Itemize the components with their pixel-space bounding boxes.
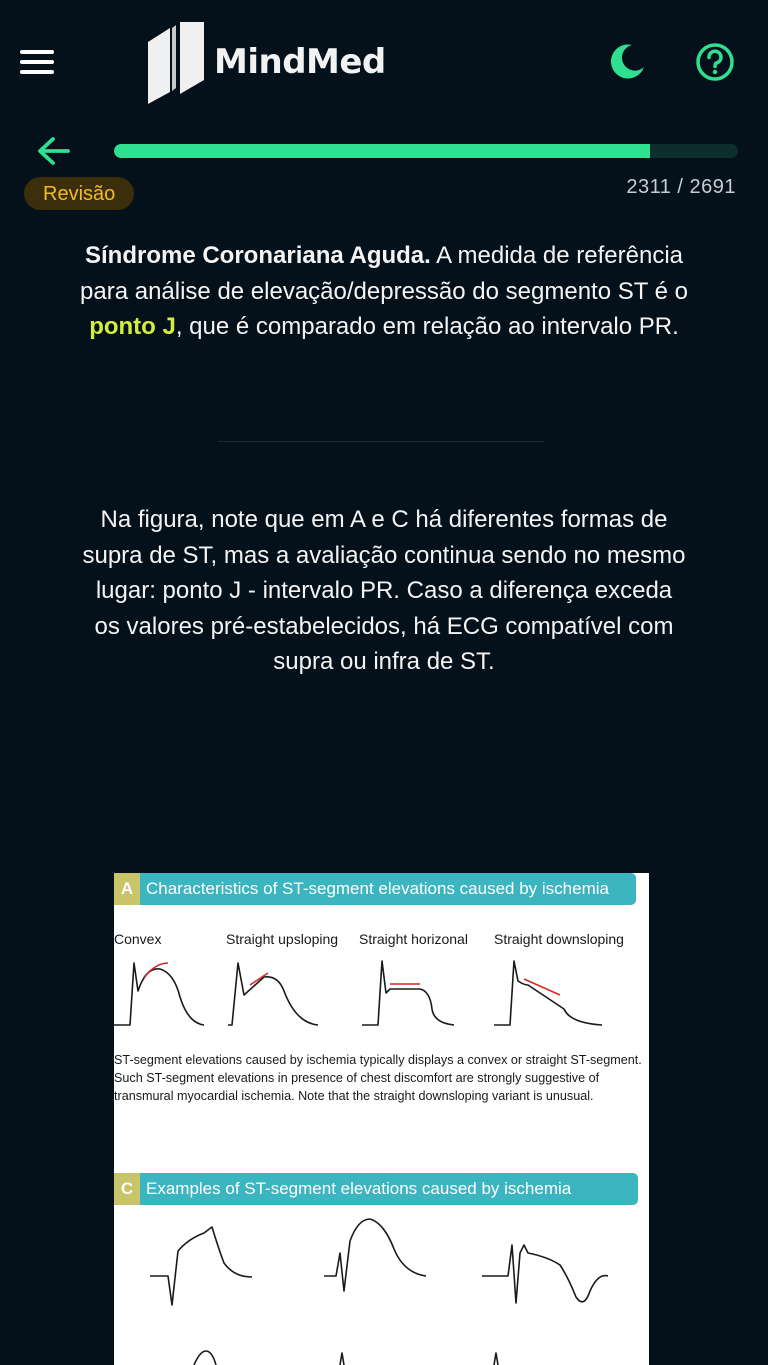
divider bbox=[218, 441, 544, 442]
figure-label-convex: Convex bbox=[114, 931, 162, 947]
figure-label-upsloping: Straight upsloping bbox=[226, 931, 339, 947]
ecg-example-6-partial bbox=[494, 1353, 498, 1365]
ecg-example-3 bbox=[482, 1245, 608, 1303]
review-badge: Revisão bbox=[24, 177, 134, 210]
moon-icon[interactable] bbox=[606, 42, 646, 82]
app-name: MindMed bbox=[214, 42, 386, 82]
app-logo[interactable] bbox=[146, 20, 386, 104]
ecg-figure bbox=[114, 873, 649, 1365]
figure-letter-c: C bbox=[114, 1173, 140, 1205]
ecg-example-4-partial bbox=[194, 1351, 216, 1365]
figure-title-c: Examples of ST-segment elevations caused by ischemia bbox=[140, 1173, 638, 1205]
ecg-example-2 bbox=[324, 1219, 426, 1291]
topic-title: Síndrome Coronariana Aguda. bbox=[85, 242, 431, 269]
progress-bar bbox=[114, 144, 738, 158]
question-circle-icon[interactable] bbox=[695, 42, 735, 82]
figure-label-downsloping: Straight downsloping bbox=[494, 931, 624, 947]
card-text-secondary: Na figura, note que em A e C há diferentes formas de supra de ST, mas a avaliação continua sendo no mesmo lugar: ponto J - intervalo PR. Caso a diferença exceda os valores pré-estabelecidos, há ECG compatível com supra ou infra de ST. bbox=[82, 506, 686, 675]
arrow-left-icon[interactable] bbox=[34, 133, 74, 169]
progress-counter: 2311 / 2691 bbox=[626, 176, 736, 198]
text-segment: A medida de referência para análise de elevação/depressão do segmento ST é o bbox=[80, 242, 688, 305]
figure-title-a: Characteristics of ST-segment elevations caused by ischemia bbox=[140, 873, 636, 905]
top-bar bbox=[0, 0, 768, 122]
card-text-primary bbox=[80, 238, 688, 345]
figure-description: ST-segment elevations caused by ischemia typically displays a convex or straight ST-segment. Such ST-segment elevations in presence of chest discomfort are strongly suggestive of transmural myocardial ischemia. Note that the straight downsloping variant is unusual. bbox=[114, 1053, 642, 1103]
mindmed-logo-icon bbox=[146, 20, 206, 104]
figure-label-horizontal: Straight horizonal bbox=[359, 931, 468, 947]
figure-header-c bbox=[114, 1173, 638, 1205]
progress-fill bbox=[114, 144, 650, 158]
ecg-example-1 bbox=[150, 1227, 252, 1305]
ecg-example-5-partial bbox=[340, 1353, 344, 1365]
highlight-term: ponto J bbox=[89, 313, 176, 340]
ecg-wave-downsloping bbox=[494, 961, 602, 1025]
ecg-waveforms bbox=[114, 873, 649, 1365]
ecg-wave-upsloping bbox=[228, 963, 318, 1025]
st-marker-upsloping bbox=[250, 973, 268, 985]
ecg-wave-horizontal bbox=[362, 961, 454, 1025]
st-marker-downsloping bbox=[524, 979, 560, 995]
hamburger-menu-icon[interactable] bbox=[20, 48, 56, 76]
figure-letter-a: A bbox=[114, 873, 140, 905]
text-segment: , que é comparado em relação ao intervalo PR. bbox=[175, 313, 679, 340]
ecg-wave-convex bbox=[114, 963, 204, 1025]
